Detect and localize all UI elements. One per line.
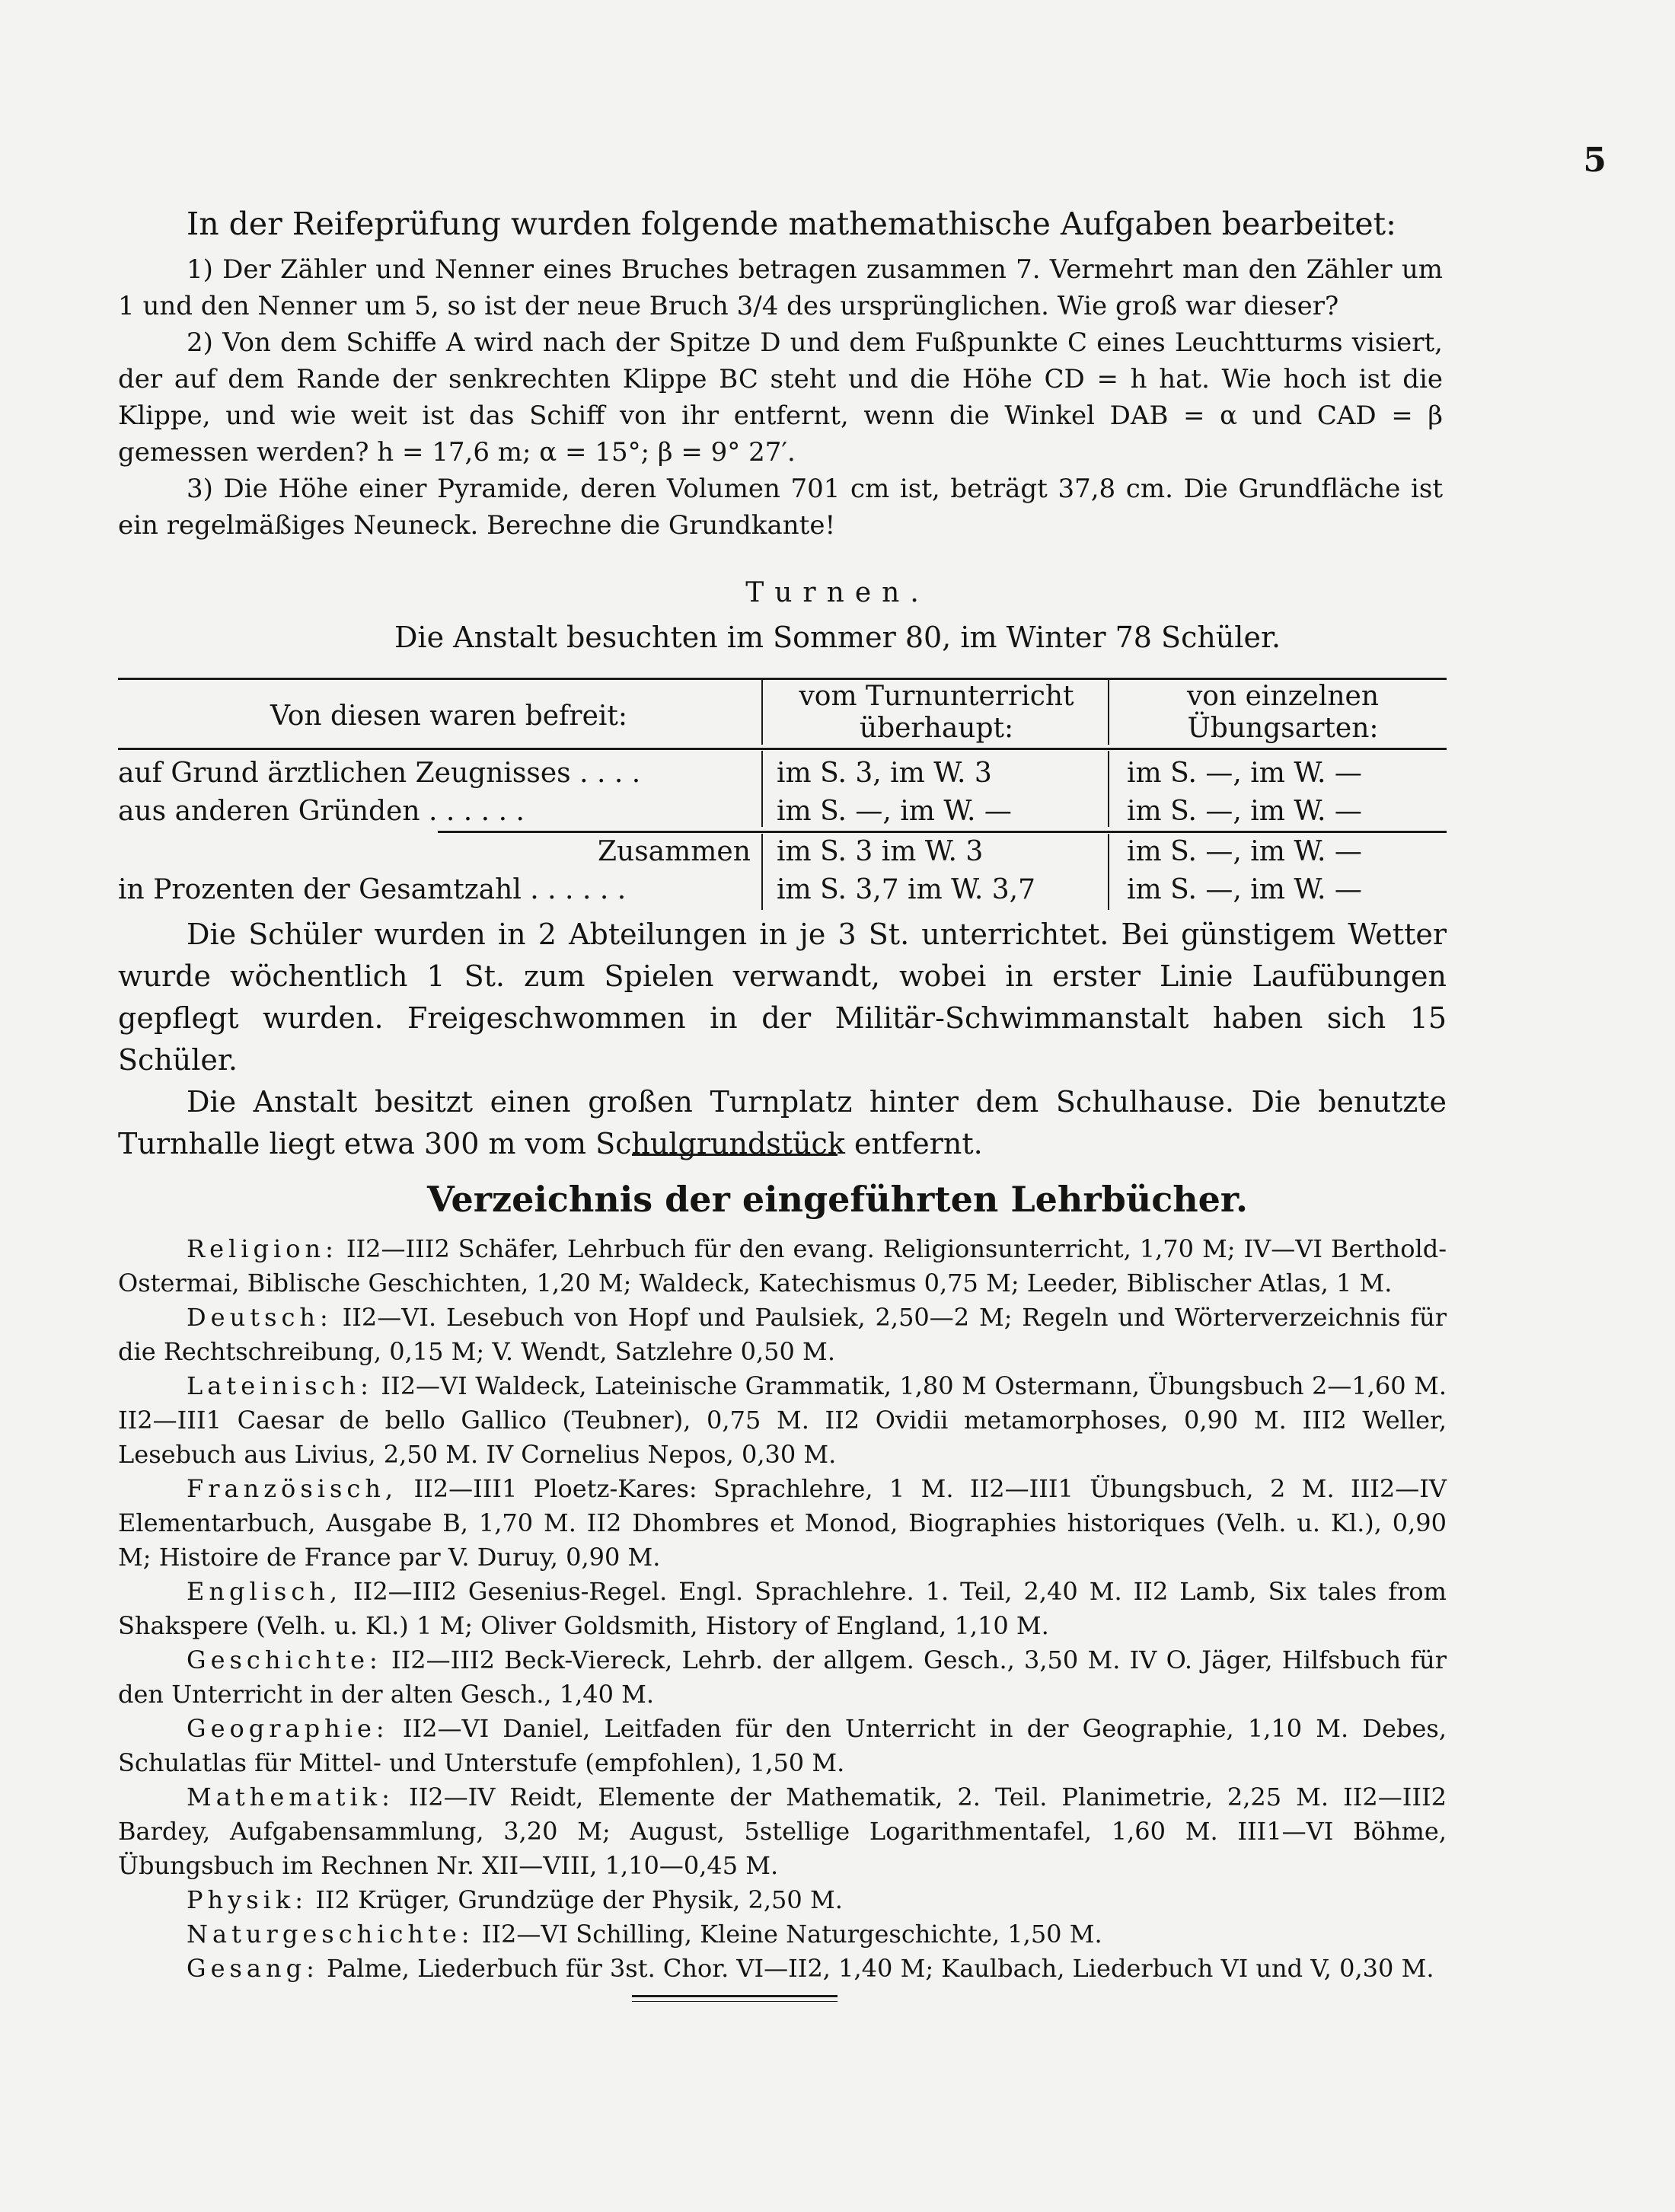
table-cell: im S. 3,7 im W. 3,7 [777, 874, 1035, 905]
math-problem: 3) Die Höhe einer Pyramide, deren Volumen 701 cm ist, beträgt 37,8 cm. Die Grundfläche ist ein regelmäßiges Neuneck. Berechne die Grundkante! [118, 474, 1443, 541]
textbook-entry [118, 1472, 1447, 1575]
turnen-paragraph: Die Schüler wurden in 2 Abteilungen in je 3 St. unterrichtet. Bei günstigem Wetter wurde wöchentlich 1 St. zum Spielen verwandt, wobei in erster Linie Laufübungen gepflegt wurden. Freigeschwommen in der Militär-Schwimmanstalt haben sich 15 Schüler. [118, 918, 1447, 1077]
page-number: 5 [1583, 141, 1606, 180]
table-row-header: Von diesen waren befreit: [270, 701, 627, 732]
textbook-text: II2—VI Waldeck, Lateinische Grammatik, 1,80 M Ostermann, Übungsbuch 2—1,60 M. II2—III1 Caesar de bello Gallico (Teubner), 0,75 M. II2 Ovidii metamorphoses, 0,90 M. III2 Weller, Lesebuch aus Livius, 2,50 M. IV Cornelius Nepos, 0,30 M. [118, 1371, 1447, 1469]
textbook-list [118, 1232, 1447, 1986]
textbook-entry [118, 1643, 1447, 1712]
table-top-rule [118, 678, 1447, 680]
subject-label: Geographie: [187, 1714, 389, 1743]
subject-label: Naturgeschichte: [187, 1920, 474, 1949]
turnen-paragraph: Die Anstalt besitzt einen großen Turnplatz hinter dem Schulhause. Die benutzte Turnhalle liegt etwa 300 m vom Schulgrundstück entfernt. [118, 1085, 1447, 1160]
subject-label: Physik: [187, 1885, 308, 1914]
end-divider [632, 2001, 838, 2002]
table-cell: im S. —, im W. — [1127, 874, 1362, 905]
textbook-text: II2 Krüger, Grundzüge der Physik, 2,50 M. [315, 1885, 843, 1914]
table-cell: im S. 3, im W. 3 [777, 758, 992, 789]
textbook-entry [118, 1712, 1447, 1780]
table-divider [1108, 834, 1109, 910]
table-divider [1108, 678, 1109, 745]
textbook-entry [118, 1575, 1447, 1643]
section-divider [632, 1154, 838, 1156]
math-problems [118, 251, 1443, 544]
subject-label: Mathematik: [187, 1783, 394, 1811]
subject-label: Geschichte: [187, 1645, 382, 1674]
table-row-label: aus anderen Gründen . . . . . . [118, 796, 525, 827]
turnen-heading: Turnen. [745, 577, 930, 608]
math-problem: 2) Von dem Schiffe A wird nach der Spitze D und dem Fußpunkte C eines Leuchtturms visiert, der auf dem Rande der senkrechten Klippe BC steht und die Höhe CD = h hat. Wie hoch ist die Klippe, und wie weit ist das Schiff von ihr entfernt, wenn die Winkel DAB = α und CAD = β gemessen werden? h = 17,6 m; α = 15°; β = 9° 27′. [118, 327, 1443, 468]
textbook-entry [118, 1883, 1447, 1917]
table-cell: im S. —, im W. — [1127, 796, 1362, 827]
table-col-header: von einzelnen Übungsarten: [1186, 681, 1380, 744]
table-cell: im S. —, im W. — [1127, 836, 1362, 867]
table-divider [1108, 751, 1109, 827]
textbook-text: II2—VI Schilling, Kleine Naturgeschichte, 1,50 M. [481, 1920, 1102, 1949]
textbook-text: II2—III2 Gesenius-Regel. Engl. Sprachlehre. 1. Teil, 2,40 M. II2 Lamb, Six tales from Shakspere (Velh. u. Kl.) 1 M; Oliver Goldsmith, History of England, 1,10 M. [118, 1577, 1447, 1640]
table-col-header: vom Turnunterricht überhaupt: [799, 681, 1074, 744]
textbook-entry [118, 1232, 1447, 1301]
table-divider [761, 751, 763, 827]
textbook-text: Palme, Liederbuch für 3st. Chor. VI—II2, 1,40 M; Kaulbach, Liederbuch VI und V, 0,30 M. [327, 1954, 1434, 1983]
table-sum-rule [438, 831, 1447, 833]
table-divider [761, 834, 763, 910]
textbook-entry [118, 1917, 1447, 1952]
subject-label: Deutsch: [187, 1303, 333, 1332]
turnen-attendance: Die Anstalt besuchten im Sommer 80, im Winter 78 Schüler. [394, 621, 1281, 654]
turnen-paragraphs [118, 914, 1447, 1165]
table-divider [761, 678, 763, 745]
table-cell: im S. 3 im W. 3 [777, 836, 984, 867]
textbook-text: II2—IV Reidt, Elemente der Mathematik, 2. Teil. Planimetrie, 2,25 M. II2—III2 Bardey, Aufgabensammlung, 3,20 M; August, 5stellige Logarithmentafel, 1,60 M. III1—VI Böhme, Übungsbuch im Rechnen Nr. XII—VIII, 1,10—0,45 M. [118, 1783, 1447, 1880]
subject-label: Gesang: [187, 1954, 319, 1983]
table-cell: im S. —, im W. — [777, 796, 1012, 827]
table-row-label: in Prozenten der Gesamtzahl . . . . . . [118, 874, 627, 905]
textbook-text: II2—VI Daniel, Leitfaden für den Unterricht in der Geographie, 1,10 M. Debes, Schulatlas für Mittel- und Unterstufe (empfohlen), 1,50 M. [118, 1714, 1447, 1777]
end-divider [632, 1995, 838, 1997]
textbook-entry [118, 1952, 1447, 1986]
textbook-entry [118, 1369, 1447, 1472]
table-header-rule [118, 748, 1447, 750]
table-row-label: Zusammen [598, 836, 751, 867]
subject-label: Religion: [187, 1234, 338, 1263]
subject-label: Lateinisch: [187, 1371, 373, 1400]
textbook-text: II2—III1 Ploetz-Kares: Sprachlehre, 1 M. II2—III1 Übungsbuch, 2 M. III2—IV Elementarbuch, Ausgabe B, 1,70 M. II2 Dhombres et Monod, Biographies historiques (Velh. u. Kl.), 0,90 M; Histoire de France par V. Duruy, 0,90 M. [118, 1474, 1447, 1572]
textbook-text: II2—VI. Lesebuch von Hopf und Paulsiek, 2,50—2 M; Regeln und Wörterverzeichnis für die Rechtschreibung, 0,15 M; V. Wendt, Satzlehre 0,50 M. [118, 1303, 1447, 1366]
subject-label: Englisch, [187, 1577, 343, 1606]
table-cell: im S. —, im W. — [1127, 758, 1362, 789]
table-row-label: auf Grund ärztlichen Zeugnisses . . . . [118, 758, 641, 789]
books-heading: Verzeichnis der eingeführten Lehrbücher. [427, 1179, 1248, 1220]
textbook-entry [118, 1301, 1447, 1369]
subject-label: Französisch, [187, 1474, 398, 1503]
textbook-text: II2—III2 Schäfer, Lehrbuch für den evang. Religionsunterricht, 1,70 M; IV—VI Berthold-Ostermai, Biblische Geschichten, 1,20 M; Waldeck, Katechismus 0,75 M; Leeder, Biblischer Atlas, 1 M. [118, 1234, 1447, 1298]
math-problem: 1) Der Zähler und Nenner eines Bruches betragen zusammen 7. Vermehrt man den Zähler um 1 und den Nenner um 5, so ist der neue Bruch 3/4 des ursprünglichen. Wie groß war dieser? [118, 254, 1443, 321]
textbook-text: II2—III2 Beck-Viereck, Lehrb. der allgem. Gesch., 3,50 M. IV O. Jäger, Hilfsbuch für den Unterricht in der alten Gesch., 1,40 M. [118, 1645, 1447, 1709]
math-intro: In der Reifeprüfung wurden folgende mathemathische Aufgaben bearbeitet: [187, 206, 1396, 242]
textbook-entry [118, 1780, 1447, 1883]
